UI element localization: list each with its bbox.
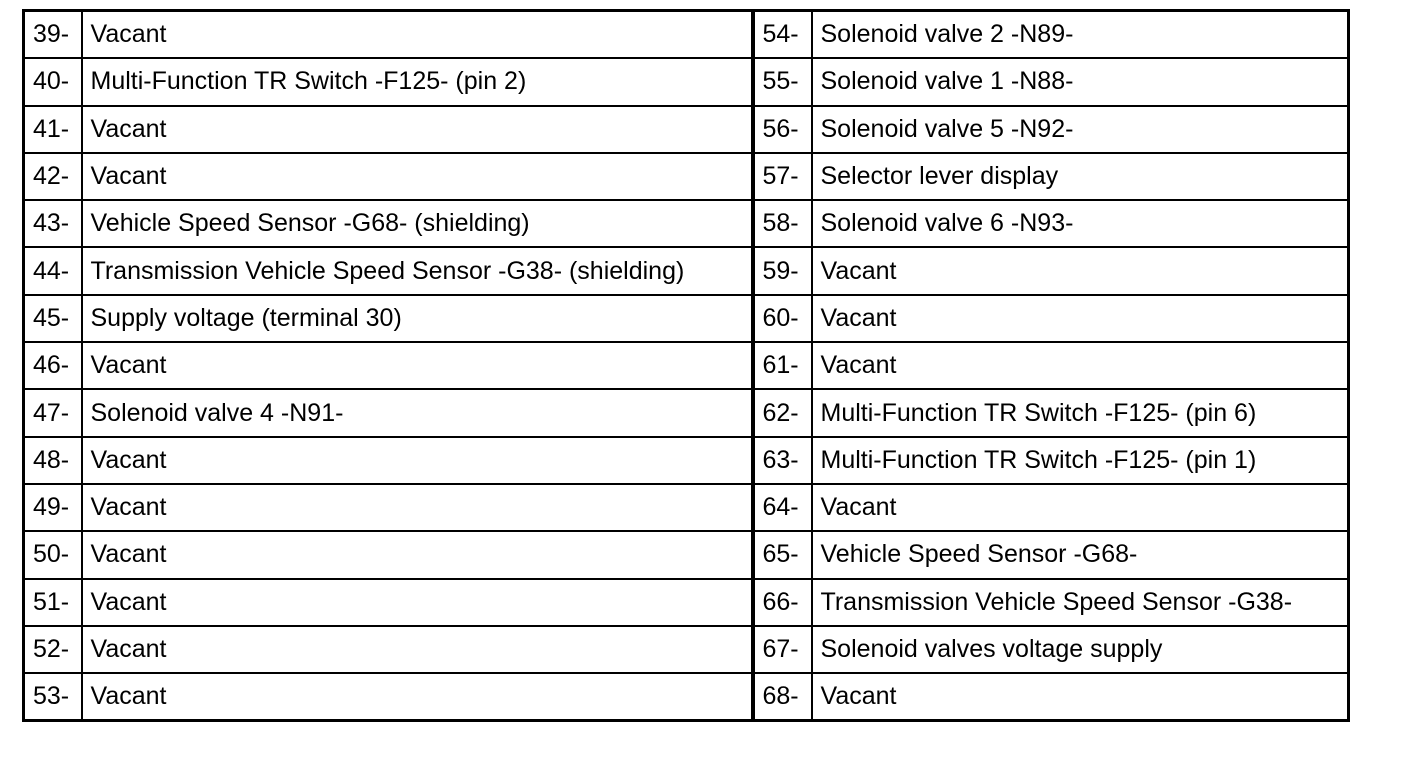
left-pin-description-cell: Vacant — [82, 531, 753, 578]
table-row — [24, 295, 1349, 342]
right-pin-description-cell: Vacant — [812, 342, 1349, 389]
left-pin-description-cell: Vacant — [82, 484, 753, 531]
right-pin-number-cell: 61- — [753, 342, 812, 389]
right-pin-number-cell: 60- — [753, 295, 812, 342]
right-pin-number-cell: 54- — [753, 11, 812, 59]
table-row — [24, 200, 1349, 247]
right-pin-description-cell: Vacant — [812, 484, 1349, 531]
left-pin-number-cell: 52- — [24, 626, 82, 673]
left-pin-number-cell: 53- — [24, 673, 82, 721]
left-pin-description-cell: Vacant — [82, 626, 753, 673]
left-pin-description-cell: Vacant — [82, 153, 753, 200]
left-pin-number-cell: 47- — [24, 389, 82, 436]
left-pin-number-cell: 46- — [24, 342, 82, 389]
right-pin-description-cell: Multi-Function TR Switch -F125- (pin 6) — [812, 389, 1349, 436]
table-row — [24, 58, 1349, 105]
left-pin-description-cell: Supply voltage (terminal 30) — [82, 295, 753, 342]
right-pin-number-cell: 59- — [753, 247, 812, 294]
left-pin-description-cell: Vehicle Speed Sensor -G68- (shielding) — [82, 200, 753, 247]
right-pin-number-cell: 66- — [753, 579, 812, 626]
table-row — [24, 389, 1349, 436]
right-pin-number-cell: 58- — [753, 200, 812, 247]
right-pin-number-cell: 57- — [753, 153, 812, 200]
table-row — [24, 11, 1349, 59]
left-pin-number-cell: 48- — [24, 437, 82, 484]
table-row — [24, 673, 1349, 721]
table-row — [24, 247, 1349, 294]
pin-assignment-table — [22, 9, 1350, 722]
right-pin-number-cell: 63- — [753, 437, 812, 484]
left-pin-description-cell: Transmission Vehicle Speed Sensor -G38- (shielding) — [82, 247, 753, 294]
left-pin-description-cell: Vacant — [82, 106, 753, 153]
table-row — [24, 437, 1349, 484]
left-pin-number-cell: 41- — [24, 106, 82, 153]
table-row — [24, 531, 1349, 578]
right-pin-number-cell: 68- — [753, 673, 812, 721]
left-pin-description-cell: Vacant — [82, 11, 753, 59]
left-pin-number-cell: 43- — [24, 200, 82, 247]
right-pin-description-cell: Vacant — [812, 673, 1349, 721]
right-pin-description-cell: Solenoid valve 6 -N93- — [812, 200, 1349, 247]
right-pin-number-cell: 65- — [753, 531, 812, 578]
left-pin-description-cell: Vacant — [82, 579, 753, 626]
right-pin-description-cell: Solenoid valve 2 -N89- — [812, 11, 1349, 59]
left-pin-description-cell: Vacant — [82, 437, 753, 484]
right-pin-description-cell: Solenoid valve 1 -N88- — [812, 58, 1349, 105]
right-pin-description-cell: Vehicle Speed Sensor -G68- — [812, 531, 1349, 578]
table-row — [24, 153, 1349, 200]
left-pin-description-cell: Multi-Function TR Switch -F125- (pin 2) — [82, 58, 753, 105]
left-pin-number-cell: 49- — [24, 484, 82, 531]
right-pin-description-cell: Solenoid valve 5 -N92- — [812, 106, 1349, 153]
left-pin-description-cell: Vacant — [82, 673, 753, 721]
left-pin-number-cell: 44- — [24, 247, 82, 294]
table-row — [24, 342, 1349, 389]
table-row — [24, 106, 1349, 153]
right-pin-description-cell: Vacant — [812, 247, 1349, 294]
pin-table-body — [24, 11, 1349, 721]
left-pin-number-cell: 50- — [24, 531, 82, 578]
table-row — [24, 579, 1349, 626]
right-pin-number-cell: 62- — [753, 389, 812, 436]
left-pin-number-cell: 40- — [24, 58, 82, 105]
right-pin-description-cell: Vacant — [812, 295, 1349, 342]
right-pin-description-cell: Transmission Vehicle Speed Sensor -G38- — [812, 579, 1349, 626]
right-pin-number-cell: 55- — [753, 58, 812, 105]
right-pin-description-cell: Multi-Function TR Switch -F125- (pin 1) — [812, 437, 1349, 484]
left-pin-description-cell: Vacant — [82, 342, 753, 389]
right-pin-number-cell: 64- — [753, 484, 812, 531]
table-row — [24, 484, 1349, 531]
right-pin-number-cell: 56- — [753, 106, 812, 153]
left-pin-number-cell: 39- — [24, 11, 82, 59]
left-pin-number-cell: 51- — [24, 579, 82, 626]
table-row — [24, 626, 1349, 673]
right-pin-number-cell: 67- — [753, 626, 812, 673]
left-pin-description-cell: Solenoid valve 4 -N91- — [82, 389, 753, 436]
right-pin-description-cell: Solenoid valves voltage supply — [812, 626, 1349, 673]
left-pin-number-cell: 45- — [24, 295, 82, 342]
right-pin-description-cell: Selector lever display — [812, 153, 1349, 200]
left-pin-number-cell: 42- — [24, 153, 82, 200]
